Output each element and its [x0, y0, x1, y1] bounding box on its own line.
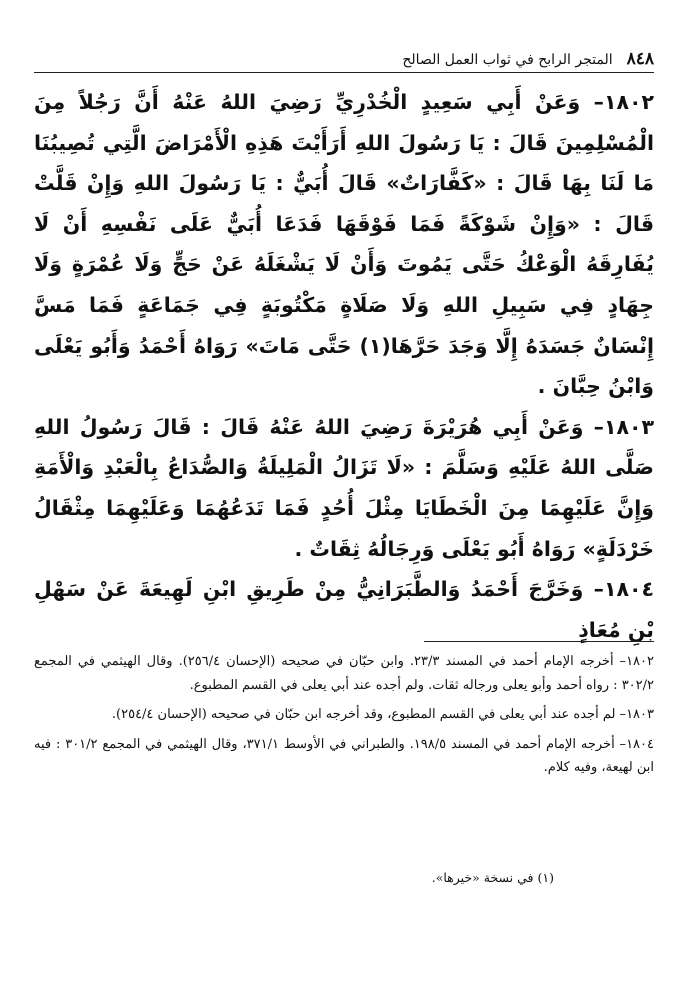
running-title: المتجر الرابح في ثواب العمل الصالح: [402, 52, 613, 68]
footnote: ١٨٠٢– أخرجه الإمام أحمد في المسند ٢٣/٣. وابن حبّان في صحيحه (الإحسان ٢٥٦/٤). وقال الهيثمي في المجمع ٣٠٢/٢ : رواه أحمد وأبو يعلى ورجاله ثقات. ولم أجده عند أبي يعلى في القسم المطبوع.: [34, 654, 654, 693]
hadith-text: – وَخَرَّجَ أَحْمَدُ وَالطَّبَرَانِيُّ مِنْ طَرِيقِ ابْنِ لَهِيعَةَ عَنْ سَهْلِ بْنِ مُعَاذٍ: [34, 577, 654, 642]
hadith-paragraph: [34, 569, 654, 650]
variant-note: (١) في نسخة «خيرها».: [431, 870, 554, 885]
footnote-separator: [424, 641, 654, 642]
main-text: [34, 82, 654, 642]
footnote: ١٨٠٣– لم أجده عند أبي يعلى في القسم المطبوع، وقد أخرجه ابن حبّان في صحيحه (الإحسان ٢٥٤/٤).: [111, 707, 654, 722]
page-header: [34, 42, 654, 73]
hadith-number: ١٨٠٣: [603, 414, 654, 439]
footnotes: [34, 650, 654, 820]
hadith-text: – وَعَنْ أَبِي هُرَيْرَةَ رَضِيَ اللهُ عَنْهُ قَالَ : قَالَ رَسُولُ اللهِ صَلَّى اللهُ عَلَيْهِ وَسَلَّمَ : «لَا تَزَالُ الْمَلِيلَةُ وَالصُّدَاعُ بِالْعَبْدِ وَالْأَمَةِ وَإِنَّ عَلَيْهِمَا مِنَ الْخَطَايَا مِثْلَ أُحُدٍ فَمَا تَدَعُهُمَا وَعَلَيْهِمَا مِثْقَالُ خَرْدَلَةٍ» رَوَاهُ أَبُو يَعْلَى وَرِجَالُهُ ثِقَاتٌ .: [34, 414, 654, 561]
page-number: ٨٤٨: [626, 49, 654, 69]
hadith-paragraph: [34, 407, 654, 569]
hadith-paragraph: [34, 82, 654, 407]
hadith-text: – وَعَنْ أَبِي سَعِيدٍ الْخُدْرِيِّ رَضِيَ اللهُ عَنْهُ أَنَّ رَجُلاً مِنَ الْمُسْلِمِينَ قَالَ : يَا رَسُولَ اللهِ أَرَأَيْتَ هَذِهِ الْأَمْرَاضَ الَّتِي تُصِيبُنَا مَا لَنَا بِهَا قَالَ : «كَفَّارَاتٌ» قَالَ أُبَيٌّ : يَا رَسُولَ اللهِ وَإِنْ قَلَّتْ قَالَ : «وَإِنْ شَوْكَةً فَمَا فَوْقَهَا فَدَعَا أُبَيٌّ عَلَى نَفْسِهِ أَنْ لَا يُفَارِقَهُ الْوَعْكُ حَتَّى يَمُوتَ وَأَنْ لَا يَشْغَلَهُ عَنْ حَجٍّ وَلَا عُمْرَةٍ وَلَا جِهَادٍ فِي سَبِيلِ اللهِ وَلَا صَلَاةٍ مَكْتُوبَةٍ فِي جَمَاعَةٍ فَمَا مَسَّ إِنْسَانٌ جَسَدَهُ إِلَّا وَجَدَ حَرَّهَا(١) حَتَّى مَاتَ» رَوَاهُ أَحْمَدُ وَأَبُو يَعْلَى وَابْنُ حِبَّانَ .: [34, 90, 654, 399]
hadith-number: ١٨٠٤: [603, 577, 654, 602]
footnote: ١٨٠٤– أخرجه الإمام أحمد في المسند ١٩٨/٥. والطبراني في الأوسط ٣٧١/١، وقال الهيثمي في المجمع ٣٠١/٢ : فيه ابن لهيعة، وفيه كلام.: [34, 736, 654, 775]
hadith-number: ١٨٠٢: [603, 90, 654, 114]
